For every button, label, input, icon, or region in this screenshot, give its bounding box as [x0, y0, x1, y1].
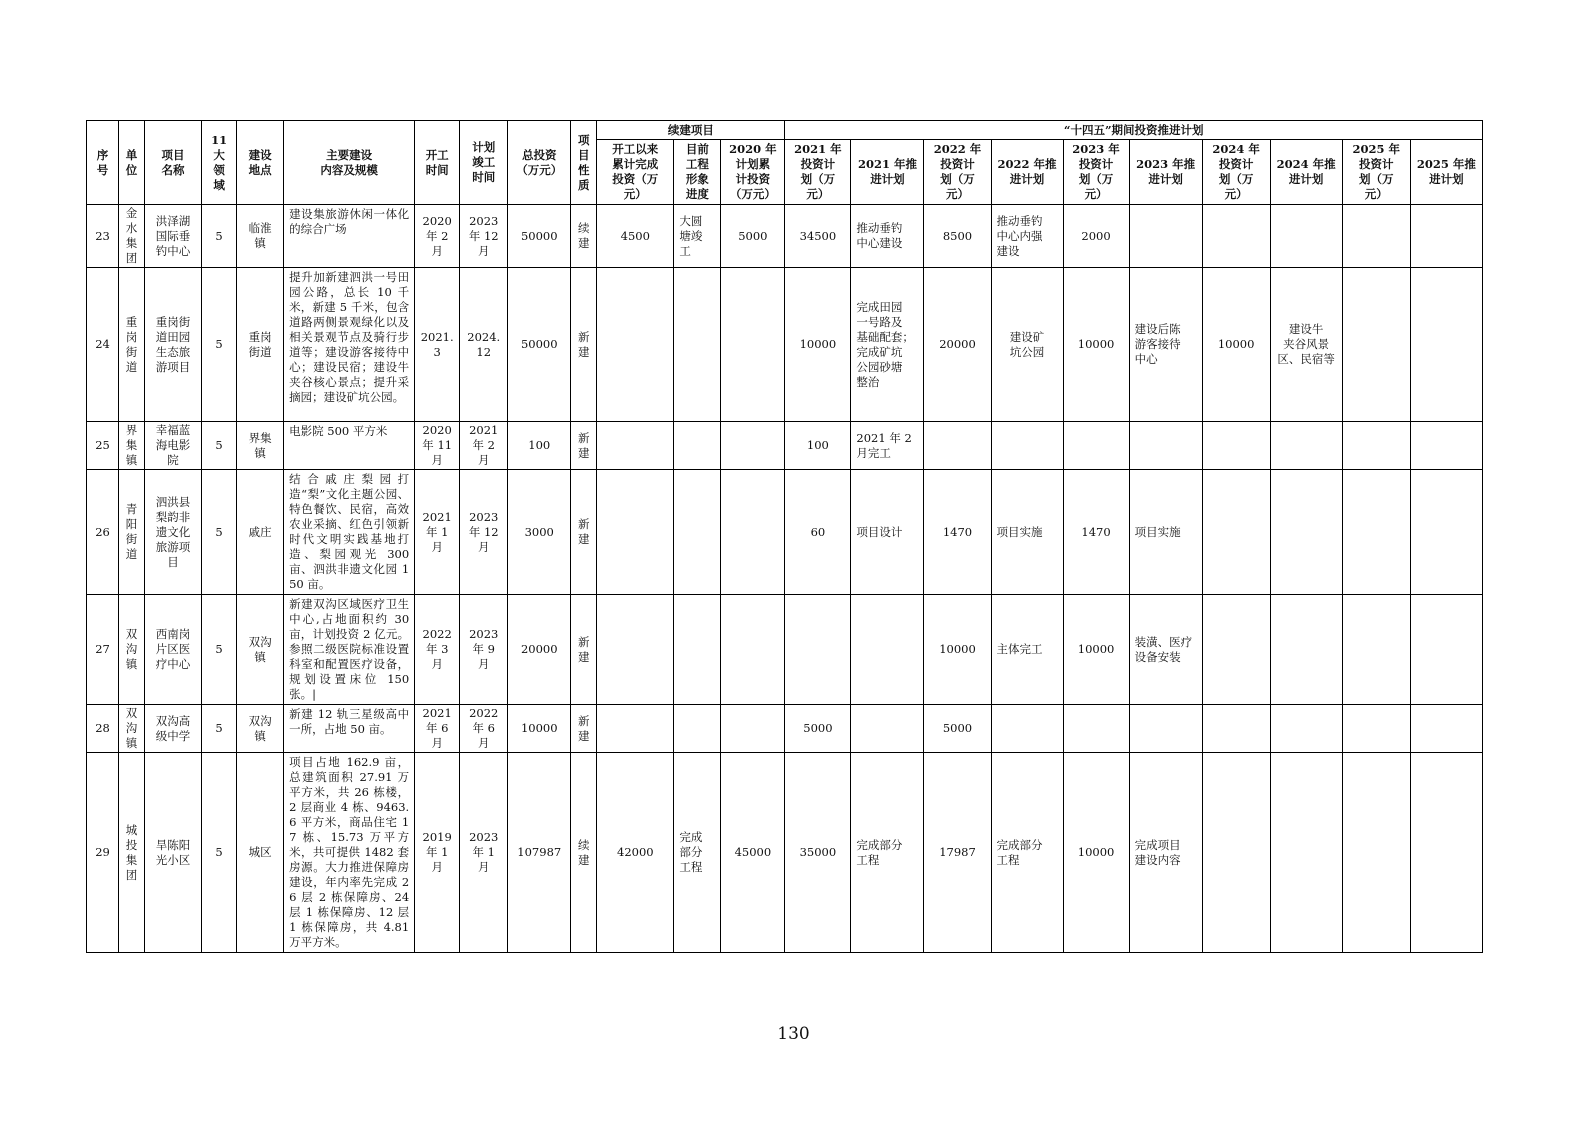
cell-inv-2023: 1470	[1063, 470, 1129, 595]
cell-finish: 2021 年 2 月	[460, 422, 508, 470]
header-row-1	[87, 121, 1483, 140]
cell-name: 旱陈阳 光小区	[145, 753, 202, 953]
cell-cont-progress: 大圆 塘竣 工	[674, 205, 721, 268]
cell-cont-cum	[597, 422, 674, 470]
cell-seq: 29	[87, 753, 119, 953]
col-header-nature: 项 目 性 质	[571, 121, 597, 205]
cell-inv-2023	[1063, 422, 1129, 470]
cell-seq: 24	[87, 268, 119, 422]
col-header-cont-cum: 开工以来 累计完成 投资（万 元）	[597, 140, 674, 205]
cell-cont-cum	[597, 705, 674, 753]
cell-plan-2025	[1410, 268, 1482, 422]
cell-cont-2020	[721, 595, 785, 705]
table-row	[87, 753, 1483, 953]
cell-plan-2025	[1410, 422, 1482, 470]
cell-inv-2022: 17987	[924, 753, 991, 953]
cell-cont-cum	[597, 595, 674, 705]
cell-plan-2023	[1129, 705, 1202, 753]
cell-domain: 5	[202, 470, 237, 595]
cell-total: 107987	[508, 753, 571, 953]
cell-total: 100	[508, 422, 571, 470]
cell-inv-2021: 10000	[785, 268, 851, 422]
cell-inv-2022: 20000	[924, 268, 991, 422]
cell-plan-2024: 建设牛 夹谷风景 区、民宿等	[1270, 268, 1342, 422]
cell-nature: 新 建	[571, 595, 597, 705]
cell-domain: 5	[202, 595, 237, 705]
cell-cont-progress	[674, 470, 721, 595]
col-header-plan-2022: 2022 年推 进计划	[991, 140, 1063, 205]
cell-inv-2021: 34500	[785, 205, 851, 268]
col-header-cont-2020: 2020 年 计划累 计投资 （万元）	[721, 140, 785, 205]
cell-cont-2020: 45000	[721, 753, 785, 953]
cell-inv-2022: 1470	[924, 470, 991, 595]
cell-inv-2024: 10000	[1202, 268, 1270, 422]
group-header-continuing: 续建项目	[597, 121, 785, 140]
table-row	[87, 205, 1483, 268]
col-header-seq: 序 号	[87, 121, 119, 205]
cell-plan-2021	[851, 705, 924, 753]
col-header-inv-2024: 2024 年 投资计 划（万 元）	[1202, 140, 1270, 205]
col-header-inv-2023: 2023 年 投资计 划（万 元）	[1063, 140, 1129, 205]
cell-start: 2020 年 11 月	[415, 422, 460, 470]
group-header-plan: “十四五”期间投资推进计划	[785, 121, 1483, 140]
col-header-plan-2025: 2025 年推 进计划	[1410, 140, 1482, 205]
col-header-location: 建设 地点	[237, 121, 284, 205]
cell-domain: 5	[202, 753, 237, 953]
cell-name: 幸福蓝 海电影 院	[145, 422, 202, 470]
cell-content: 项目占地 162.9 亩，总建筑面积 27.91 万平方米，共 26 栋楼，2 层商业 4 栋、9463.6 平方米，商品住宅 17 栋、15.73 万平方米，共可提供 1482 套房源。大力推进保障房建设，年内率先完成 26 层 2 栋保障房、24 层 1 栋保障房、12 层 1 栋保障房，共 4.81 万平方米。	[284, 753, 415, 953]
cell-start: 2020 年 2 月	[415, 205, 460, 268]
cell-start: 2021. 3	[415, 268, 460, 422]
cell-nature: 续 建	[571, 753, 597, 953]
cell-plan-2023: 装潢、医疗 设备安装	[1129, 595, 1202, 705]
cell-plan-2021: 推动垂钓 中心建设	[851, 205, 924, 268]
cell-inv-2022: 10000	[924, 595, 991, 705]
cell-inv-2024	[1202, 422, 1270, 470]
cell-finish: 2023 年 9 月	[460, 595, 508, 705]
cell-plan-2023: 项目实施	[1129, 470, 1202, 595]
cell-plan-2025	[1410, 470, 1482, 595]
cell-seq: 28	[87, 705, 119, 753]
cell-cont-2020	[721, 268, 785, 422]
table-body	[87, 205, 1483, 953]
cell-cont-cum	[597, 268, 674, 422]
cell-unit: 重 岗 街 道	[119, 268, 145, 422]
cell-name: 重岗街 道田园 生态旅 游项目	[145, 268, 202, 422]
cell-plan-2022	[991, 422, 1063, 470]
col-header-finish: 计划 竣工 时间	[460, 121, 508, 205]
cell-plan-2022: 推动垂钓 中心内强 建设	[991, 205, 1063, 268]
table-row	[87, 268, 1483, 422]
cell-plan-2024	[1270, 595, 1342, 705]
cell-domain: 5	[202, 205, 237, 268]
cell-cont-progress	[674, 595, 721, 705]
cell-domain: 5	[202, 422, 237, 470]
cell-unit: 双 沟 镇	[119, 595, 145, 705]
cell-name: 西南岗 片区医 疗中心	[145, 595, 202, 705]
cell-content: 建设集旅游休闲一体化的综合广场	[284, 205, 415, 268]
cell-inv-2024	[1202, 470, 1270, 595]
cell-total: 50000	[508, 268, 571, 422]
col-header-content: 主要建设 内容及规模	[284, 121, 415, 205]
cell-inv-2025	[1342, 205, 1410, 268]
cell-cont-progress	[674, 705, 721, 753]
cell-plan-2025	[1410, 595, 1482, 705]
cell-plan-2021: 完成部分 工程	[851, 753, 924, 953]
cell-plan-2024	[1270, 705, 1342, 753]
table-row	[87, 422, 1483, 470]
col-header-inv-2022: 2022 年 投资计 划（万 元）	[924, 140, 991, 205]
cell-cont-2020: 5000	[721, 205, 785, 268]
table-row	[87, 595, 1483, 705]
cell-unit: 青 阳 街 道	[119, 470, 145, 595]
col-header-domain: 11 大 领 域	[202, 121, 237, 205]
cell-seq: 26	[87, 470, 119, 595]
cell-unit: 城 投 集 团	[119, 753, 145, 953]
cell-plan-2024	[1270, 205, 1342, 268]
cell-total: 10000	[508, 705, 571, 753]
cell-inv-2024	[1202, 753, 1270, 953]
col-header-plan-2024: 2024 年推 进计划	[1270, 140, 1342, 205]
cell-inv-2024	[1202, 205, 1270, 268]
cell-inv-2021: 5000	[785, 705, 851, 753]
cell-plan-2024	[1270, 753, 1342, 953]
cell-finish: 2022 年 6 月	[460, 705, 508, 753]
cell-inv-2025	[1342, 470, 1410, 595]
cell-name: 双沟高 级中学	[145, 705, 202, 753]
cell-nature: 新 建	[571, 705, 597, 753]
cell-location: 戚庄	[237, 470, 284, 595]
cell-inv-2021: 100	[785, 422, 851, 470]
cell-location: 城区	[237, 753, 284, 953]
cell-start: 2022 年 3 月	[415, 595, 460, 705]
cell-plan-2022: 主体完工	[991, 595, 1063, 705]
table-row	[87, 705, 1483, 753]
cell-inv-2021: 60	[785, 470, 851, 595]
cell-total: 50000	[508, 205, 571, 268]
cell-domain: 5	[202, 705, 237, 753]
cell-inv-2022: 8500	[924, 205, 991, 268]
cell-cont-cum	[597, 470, 674, 595]
cell-cont-2020	[721, 705, 785, 753]
cell-inv-2025	[1342, 753, 1410, 953]
cell-start: 2021 年 6 月	[415, 705, 460, 753]
cell-location: 临淮 镇	[237, 205, 284, 268]
cell-cont-cum: 42000	[597, 753, 674, 953]
cell-plan-2022	[991, 705, 1063, 753]
cell-plan-2021: 完成田园 一号路及 基础配套； 完成矿坑 公园砂塘 整治	[851, 268, 924, 422]
cell-inv-2023: 2000	[1063, 205, 1129, 268]
cell-content: 提升加新建泗洪一号田园公路，总长 10 千米，新建 5 千米，包含道路两侧景观绿化以及相关景观节点及骑行步道等；建设游客接待中心；建设民宿；建设牛夹谷核心景点；提升采摘园；建设矿坑公园。	[284, 268, 415, 422]
col-header-inv-2021: 2021 年 投资计 划（万 元）	[785, 140, 851, 205]
cell-content: 电影院 500 平方米	[284, 422, 415, 470]
cell-cont-progress: 完成 部分 工程	[674, 753, 721, 953]
cell-cont-2020	[721, 422, 785, 470]
cell-plan-2025	[1410, 753, 1482, 953]
cell-inv-2023: 10000	[1063, 268, 1129, 422]
cell-inv-2025	[1342, 268, 1410, 422]
cell-cont-cum: 4500	[597, 205, 674, 268]
cell-plan-2024	[1270, 470, 1342, 595]
cell-finish: 2023 年 12 月	[460, 470, 508, 595]
cell-plan-2025	[1410, 705, 1482, 753]
cell-plan-2023: 完成项目 建设内容	[1129, 753, 1202, 953]
cell-plan-2021	[851, 595, 924, 705]
cell-inv-2023	[1063, 705, 1129, 753]
cell-cont-progress	[674, 268, 721, 422]
cell-unit: 界 集 镇	[119, 422, 145, 470]
cell-nature: 新 建	[571, 268, 597, 422]
cell-name: 洪泽湖 国际垂 钓中心	[145, 205, 202, 268]
cell-inv-2022	[924, 422, 991, 470]
cell-nature: 新 建	[571, 470, 597, 595]
cell-inv-2024	[1202, 705, 1270, 753]
cell-plan-2025	[1410, 205, 1482, 268]
cell-content: 新建 12 轨三星级高中一所，占地 50 亩。	[284, 705, 415, 753]
cell-location: 界集 镇	[237, 422, 284, 470]
cell-seq: 23	[87, 205, 119, 268]
col-header-total: 总投资 （万元）	[508, 121, 571, 205]
col-header-plan-2021: 2021 年推 进计划	[851, 140, 924, 205]
col-header-unit: 单 位	[119, 121, 145, 205]
cell-unit: 金 水 集 团	[119, 205, 145, 268]
cell-nature: 续 建	[571, 205, 597, 268]
cell-plan-2022: 项目实施	[991, 470, 1063, 595]
table-row	[87, 470, 1483, 595]
cell-plan-2024	[1270, 422, 1342, 470]
col-header-start: 开工 时间	[415, 121, 460, 205]
cell-cont-progress	[674, 422, 721, 470]
cell-finish: 2023 年 12 月	[460, 205, 508, 268]
col-header-cont-progress: 目前 工程 形象 进度	[674, 140, 721, 205]
page-number: 130	[777, 1024, 810, 1044]
col-header-name: 项目 名称	[145, 121, 202, 205]
cell-total: 20000	[508, 595, 571, 705]
cell-inv-2021	[785, 595, 851, 705]
cell-content: 结合戚庄梨园打造“梨”文化主题公园、特色餐饮、民宿，高效农业采摘、红色引领新时代文明实践基地打造、梨园观光 300 亩、泗洪非遗文化园 150 亩。	[284, 470, 415, 595]
cell-seq: 25	[87, 422, 119, 470]
cell-inv-2023: 10000	[1063, 753, 1129, 953]
cell-location: 双沟 镇	[237, 595, 284, 705]
cell-inv-2025	[1342, 595, 1410, 705]
cell-plan-2023	[1129, 422, 1202, 470]
cell-plan-2021: 项目设计	[851, 470, 924, 595]
col-header-inv-2025: 2025 年 投资计 划（万 元）	[1342, 140, 1410, 205]
cell-location: 重岗 街道	[237, 268, 284, 422]
cell-plan-2022: 建设矿 坑公园	[991, 268, 1063, 422]
cell-unit: 双 沟 镇	[119, 705, 145, 753]
cell-finish: 2024. 12	[460, 268, 508, 422]
cell-cont-2020	[721, 470, 785, 595]
cell-total: 3000	[508, 470, 571, 595]
cell-inv-2021: 35000	[785, 753, 851, 953]
cell-nature: 新 建	[571, 422, 597, 470]
cell-inv-2025	[1342, 422, 1410, 470]
cell-location: 双沟 镇	[237, 705, 284, 753]
cell-finish: 2023 年 1 月	[460, 753, 508, 953]
cell-domain: 5	[202, 268, 237, 422]
cell-plan-2022: 完成部分 工程	[991, 753, 1063, 953]
cell-start: 2019 年 1 月	[415, 753, 460, 953]
cell-name: 泗洪县 梨韵非 遗文化 旅游项 目	[145, 470, 202, 595]
cell-inv-2022: 5000	[924, 705, 991, 753]
col-header-plan-2023: 2023 年推 进计划	[1129, 140, 1202, 205]
cell-seq: 27	[87, 595, 119, 705]
cell-start: 2021 年 1 月	[415, 470, 460, 595]
cell-inv-2023: 10000	[1063, 595, 1129, 705]
project-table	[86, 120, 1483, 953]
cell-plan-2023	[1129, 205, 1202, 268]
cell-plan-2023: 建设后陈 游客接待 中心	[1129, 268, 1202, 422]
cell-content: 新建双沟区域医疗卫生 中心,占地面积约 30 亩，计划投资 2 亿元。 参照二级医院标准设置科室和配置医疗设备，规划设置床位 150 张。|	[284, 595, 415, 705]
cell-plan-2021: 2021 年 2 月完工	[851, 422, 924, 470]
cell-inv-2025	[1342, 705, 1410, 753]
cell-inv-2024	[1202, 595, 1270, 705]
